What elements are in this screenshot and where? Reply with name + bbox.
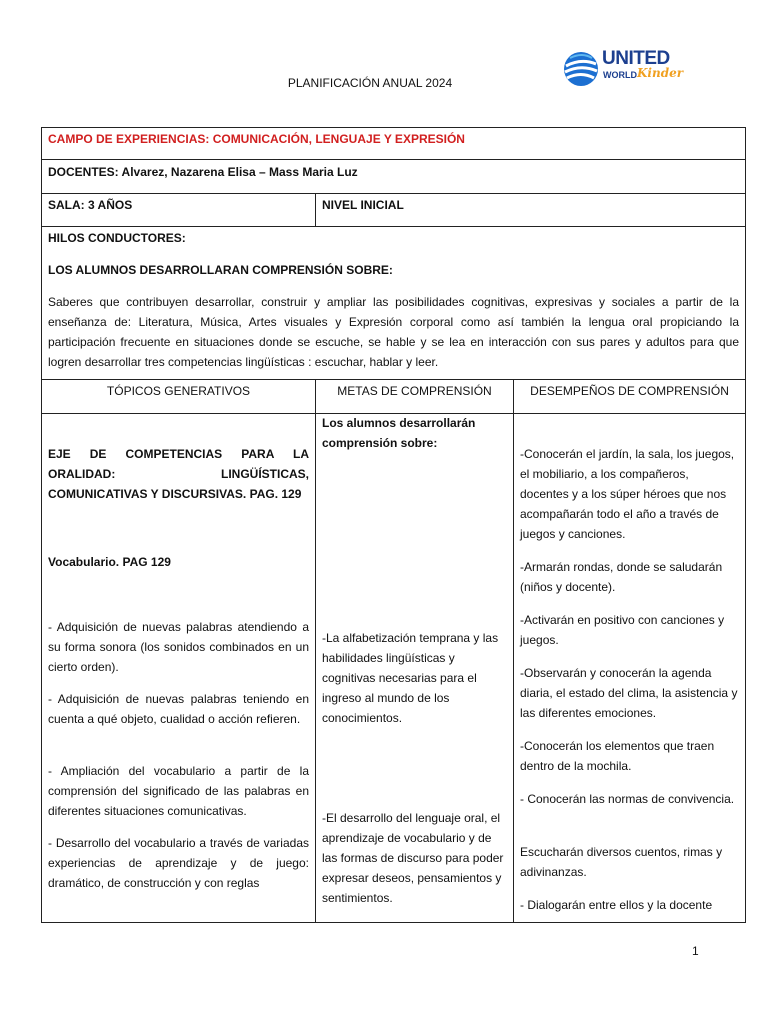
desempeno-item: -Observarán y conocerán la agenda diaria, el estado del clima, la asistencia y las diferentes emociones. bbox=[520, 666, 738, 720]
desempeno-item: Escucharán diversos cuentos, rimas y adivinanzas. bbox=[520, 845, 723, 879]
hilos-body: Saberes que contribuyen desarrollar, construir y ampliar las posibilidades cognitivas, expresivas y sociales a partir de la enseñanza de: Literatura, Música, Artes visuales y Expresión corporal como así también la lengua oral propiciando la participación frecuente en situaciones donde se escuche, se hable y se lea en interacción con sus pares y adultos para que logren desarrollar tres competencias lingüísticas : escuchar, hablar y leer. bbox=[48, 295, 740, 369]
campo-row: CAMPO DE EXPERIENCIAS: COMUNICACIÓN, LENGUAJE Y EXPRESIÓN bbox=[42, 128, 746, 160]
topico-item: - Adquisición de nuevas palabras atendiendo a su forma sonora (los sonidos combinados en un cierto orden). bbox=[48, 620, 309, 674]
topico-item: - Ampliación del vocabulario a partir de la comprensión del significado de las palabras en diferentes situaciones comunicativas. bbox=[48, 764, 309, 818]
logo-world-text: WORLD bbox=[603, 70, 637, 80]
united-world-kinder-logo bbox=[560, 46, 690, 92]
desempeno-item: -Activarán en positivo con canciones y juegos. bbox=[520, 613, 725, 647]
globe-icon bbox=[562, 50, 600, 88]
metas-cell bbox=[316, 414, 514, 923]
meta-item: -El desarrollo del lenguaje oral, el aprendizaje de vocabulario y de las formas de discurso para poder expresar deseos, pensamientos y sentimientos. bbox=[322, 811, 504, 905]
hilos-subheading: LOS ALUMNOS DESARROLLARAN COMPRENSIÓN SOBRE: bbox=[48, 263, 393, 277]
topico-item: - Adquisición de nuevas palabras teniendo en cuenta a qué objeto, cualidad o acción refieren. bbox=[48, 692, 309, 726]
hilos-heading: HILOS CONDUCTORES: bbox=[48, 231, 186, 245]
header-metas: METAS DE COMPRENSIÓN bbox=[316, 380, 514, 414]
document-title: PLANIFICACIÓN ANUAL 2024 bbox=[287, 76, 453, 90]
desempeno-item: - Conocerán las normas de convivencia. bbox=[520, 792, 735, 806]
header-desempenos: DESEMPEÑOS DE COMPRENSIÓN bbox=[514, 380, 746, 414]
desempeno-item: -Conocerán los elementos que traen dentro de la mochila. bbox=[520, 739, 715, 773]
page-number: 1 bbox=[692, 944, 699, 958]
nivel-cell: NIVEL INICIAL bbox=[316, 194, 746, 227]
eje-text: EJE DE COMPETENCIAS PARA LA ORALIDAD: LINGÜÍSTICAS, COMUNICATIVAS Y DISCURSIVAS. PAG. 129 bbox=[48, 447, 309, 501]
topicos-cell bbox=[42, 414, 316, 923]
desempeno-item: - Dialogarán entre ellos y la docente bbox=[520, 898, 713, 912]
desempeno-item: -Armarán rondas, donde se saludarán (niños y docente). bbox=[520, 560, 723, 594]
logo-united-text: UNITED bbox=[602, 48, 670, 69]
header-topicos: TÓPICOS GENERATIVOS bbox=[42, 380, 316, 414]
hilos-cell bbox=[42, 227, 746, 380]
desempenos-cell bbox=[514, 414, 746, 923]
desempeno-item: -Conocerán el jardín, la sala, los juegos, el mobiliario, a los compañeros, docentes y a los súper héroes que nos acompañarán todo el año a través de juegos y canciones. bbox=[520, 447, 735, 541]
logo-kinder-text: Kinder bbox=[637, 66, 684, 80]
sala-cell: SALA: 3 AÑOS bbox=[42, 194, 316, 227]
topico-item: - Desarrollo del vocabulario a través de variadas experiencias de aprendizaje y de juego: dramático, de construcción y con reglas bbox=[48, 836, 309, 890]
docentes-row: DOCENTES: Alvarez, Nazarena Elisa – Mass Maria Luz bbox=[42, 160, 746, 194]
metas-intro: Los alumnos desarrollarán comprensión sobre: bbox=[322, 416, 476, 450]
planning-table bbox=[41, 127, 746, 923]
vocabulario-text: Vocabulario. PAG 129 bbox=[48, 555, 171, 569]
meta-item: -La alfabetización temprana y las habilidades lingüísticas y cognitivas necesarias para el ingreso al mundo de los conocimientos. bbox=[322, 631, 499, 725]
